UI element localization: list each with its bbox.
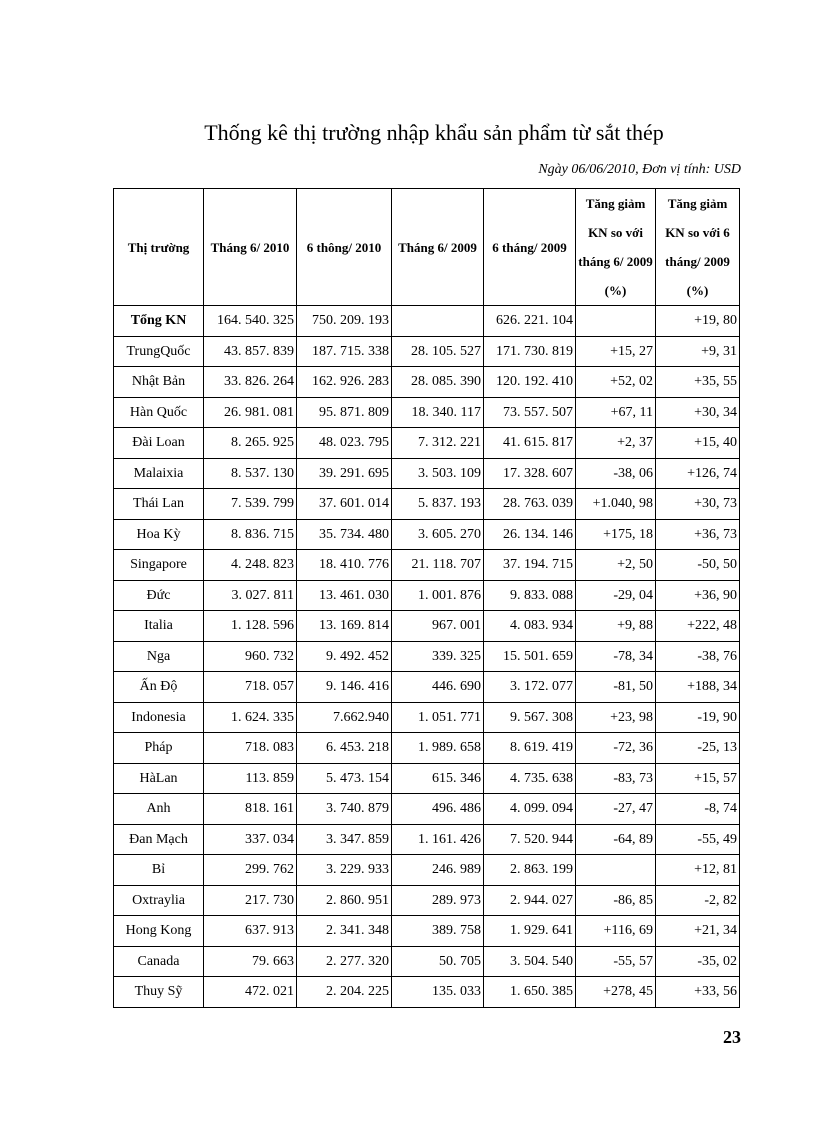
value-cell: 5. 473. 154 <box>297 763 392 794</box>
page-number: 23 <box>723 1027 741 1047</box>
value-cell: -35, 02 <box>656 946 740 977</box>
value-cell: 289. 973 <box>392 885 484 916</box>
value-cell: -72, 36 <box>576 733 656 764</box>
table-row <box>114 702 740 733</box>
value-cell: 162. 926. 283 <box>297 367 392 398</box>
value-cell: -38, 76 <box>656 641 740 672</box>
value-cell: -8, 74 <box>656 794 740 825</box>
value-cell: 4. 083. 934 <box>484 611 576 642</box>
value-cell: +9, 88 <box>576 611 656 642</box>
value-cell: +36, 73 <box>656 519 740 550</box>
column-header-month6-2009: Tháng 6/ 2009 <box>392 189 484 306</box>
value-cell: +222, 48 <box>656 611 740 642</box>
table-row <box>114 397 740 428</box>
market-name-cell: Thái Lan <box>114 489 204 520</box>
value-cell: 9. 146. 416 <box>297 672 392 703</box>
value-cell: 4. 248. 823 <box>204 550 297 581</box>
value-cell: 217. 730 <box>204 885 297 916</box>
value-cell: +52, 02 <box>576 367 656 398</box>
market-name-cell: HàLan <box>114 763 204 794</box>
table-row <box>114 519 740 550</box>
value-cell: 39. 291. 695 <box>297 458 392 489</box>
table-row <box>114 428 740 459</box>
value-cell <box>576 306 656 337</box>
value-cell: +2, 50 <box>576 550 656 581</box>
table-row <box>114 794 740 825</box>
value-cell: +12, 81 <box>656 855 740 886</box>
value-cell: 37. 194. 715 <box>484 550 576 581</box>
table-row <box>114 336 740 367</box>
table-row <box>114 611 740 642</box>
value-cell: -2, 82 <box>656 885 740 916</box>
table-row <box>114 946 740 977</box>
table-row <box>114 580 740 611</box>
value-cell: 28. 763. 039 <box>484 489 576 520</box>
value-cell: 9. 833. 088 <box>484 580 576 611</box>
value-cell: 3. 503. 109 <box>392 458 484 489</box>
value-cell: 1. 624. 335 <box>204 702 297 733</box>
value-cell: 750. 209. 193 <box>297 306 392 337</box>
value-cell: +35, 55 <box>656 367 740 398</box>
value-cell: 337. 034 <box>204 824 297 855</box>
value-cell: 8. 537. 130 <box>204 458 297 489</box>
value-cell: 3. 504. 540 <box>484 946 576 977</box>
table-total-row <box>114 306 740 337</box>
value-cell: 1. 929. 641 <box>484 916 576 947</box>
value-cell: 718. 057 <box>204 672 297 703</box>
value-cell: 41. 615. 817 <box>484 428 576 459</box>
value-cell: 35. 734. 480 <box>297 519 392 550</box>
value-cell <box>392 306 484 337</box>
value-cell: 26. 134. 146 <box>484 519 576 550</box>
value-cell: 246. 989 <box>392 855 484 886</box>
value-cell: 339. 325 <box>392 641 484 672</box>
value-cell: 28. 105. 527 <box>392 336 484 367</box>
value-cell: -29, 04 <box>576 580 656 611</box>
market-name-cell: Ấn Độ <box>114 672 204 703</box>
value-cell: 718. 083 <box>204 733 297 764</box>
table-row <box>114 763 740 794</box>
table-row <box>114 824 740 855</box>
value-cell: 43. 857. 839 <box>204 336 297 367</box>
value-cell: 7. 312. 221 <box>392 428 484 459</box>
value-cell: 299. 762 <box>204 855 297 886</box>
value-cell: -25, 13 <box>656 733 740 764</box>
value-cell: 48. 023. 795 <box>297 428 392 459</box>
value-cell: 79. 663 <box>204 946 297 977</box>
table-row <box>114 885 740 916</box>
market-name-cell: Tổng KN <box>114 306 204 337</box>
value-cell: +33, 56 <box>656 977 740 1008</box>
value-cell: 2. 860. 951 <box>297 885 392 916</box>
value-cell: 626. 221. 104 <box>484 306 576 337</box>
table-header-row <box>114 189 740 306</box>
market-name-cell: Hong Kong <box>114 916 204 947</box>
market-name-cell: Italia <box>114 611 204 642</box>
market-name-cell: Canada <box>114 946 204 977</box>
value-cell: 18. 410. 776 <box>297 550 392 581</box>
import-market-table <box>113 188 740 1008</box>
column-header-change-month6: Tăng giảm KN so với tháng 6/ 2009 (%) <box>576 189 656 306</box>
value-cell: -55, 57 <box>576 946 656 977</box>
table-row <box>114 489 740 520</box>
value-cell: -19, 90 <box>656 702 740 733</box>
value-cell: 37. 601. 014 <box>297 489 392 520</box>
value-cell: 6. 453. 218 <box>297 733 392 764</box>
market-name-cell: Pháp <box>114 733 204 764</box>
table-row <box>114 641 740 672</box>
column-header-change-6months: Tăng giảm KN so với 6 tháng/ 2009 (%) <box>656 189 740 306</box>
value-cell: 2. 863. 199 <box>484 855 576 886</box>
value-cell: 2. 204. 225 <box>297 977 392 1008</box>
value-cell: 187. 715. 338 <box>297 336 392 367</box>
column-header-6months-2010: 6 thông/ 2010 <box>297 189 392 306</box>
value-cell: -50, 50 <box>656 550 740 581</box>
market-name-cell: Anh <box>114 794 204 825</box>
table-row <box>114 458 740 489</box>
market-name-cell: Nga <box>114 641 204 672</box>
value-cell: 967. 001 <box>392 611 484 642</box>
value-cell: 389. 758 <box>392 916 484 947</box>
value-cell: 2. 277. 320 <box>297 946 392 977</box>
value-cell: 8. 836. 715 <box>204 519 297 550</box>
value-cell: +19, 80 <box>656 306 740 337</box>
value-cell: 3. 605. 270 <box>392 519 484 550</box>
value-cell: +30, 34 <box>656 397 740 428</box>
value-cell: 28. 085. 390 <box>392 367 484 398</box>
value-cell: 960. 732 <box>204 641 297 672</box>
value-cell: +9, 31 <box>656 336 740 367</box>
value-cell: 8. 265. 925 <box>204 428 297 459</box>
value-cell: +15, 40 <box>656 428 740 459</box>
value-cell: 3. 172. 077 <box>484 672 576 703</box>
value-cell: 5. 837. 193 <box>392 489 484 520</box>
date-unit-note: Ngày 06/06/2010, Đơn vị tính: USD <box>538 162 741 177</box>
value-cell: +21, 34 <box>656 916 740 947</box>
value-cell: -86, 85 <box>576 885 656 916</box>
value-cell: 113. 859 <box>204 763 297 794</box>
market-name-cell: Đức <box>114 580 204 611</box>
table-row <box>114 367 740 398</box>
value-cell: 17. 328. 607 <box>484 458 576 489</box>
value-cell: 3. 027. 811 <box>204 580 297 611</box>
value-cell: +278, 45 <box>576 977 656 1008</box>
value-cell: -83, 73 <box>576 763 656 794</box>
value-cell: 3. 740. 879 <box>297 794 392 825</box>
value-cell: 1. 001. 876 <box>392 580 484 611</box>
value-cell: 33. 826. 264 <box>204 367 297 398</box>
value-cell: 4. 735. 638 <box>484 763 576 794</box>
value-cell: 818. 161 <box>204 794 297 825</box>
value-cell: 26. 981. 081 <box>204 397 297 428</box>
value-cell: 135. 033 <box>392 977 484 1008</box>
market-name-cell: Bỉ <box>114 855 204 886</box>
value-cell: 50. 705 <box>392 946 484 977</box>
market-name-cell: Malaixia <box>114 458 204 489</box>
value-cell: +2, 37 <box>576 428 656 459</box>
table-row <box>114 672 740 703</box>
value-cell: 8. 619. 419 <box>484 733 576 764</box>
value-cell: 7. 539. 799 <box>204 489 297 520</box>
value-cell: +1.040, 98 <box>576 489 656 520</box>
value-cell: 472. 021 <box>204 977 297 1008</box>
value-cell: 7.662.940 <box>297 702 392 733</box>
value-cell: 73. 557. 507 <box>484 397 576 428</box>
market-name-cell: Đan Mạch <box>114 824 204 855</box>
table-row <box>114 855 740 886</box>
value-cell: +36, 90 <box>656 580 740 611</box>
value-cell: 615. 346 <box>392 763 484 794</box>
value-cell: 2. 341. 348 <box>297 916 392 947</box>
market-name-cell: Oxtraylia <box>114 885 204 916</box>
table-row <box>114 977 740 1008</box>
market-name-cell: Thuy Sỹ <box>114 977 204 1008</box>
value-cell: 3. 347. 859 <box>297 824 392 855</box>
value-cell: +175, 18 <box>576 519 656 550</box>
market-name-cell: Đài Loan <box>114 428 204 459</box>
value-cell: +188, 34 <box>656 672 740 703</box>
table-row <box>114 550 740 581</box>
value-cell: 9. 492. 452 <box>297 641 392 672</box>
value-cell: 7. 520. 944 <box>484 824 576 855</box>
value-cell: +30, 73 <box>656 489 740 520</box>
column-header-month6-2010: Tháng 6/ 2010 <box>204 189 297 306</box>
value-cell: 496. 486 <box>392 794 484 825</box>
value-cell: 13. 169. 814 <box>297 611 392 642</box>
value-cell: 637. 913 <box>204 916 297 947</box>
value-cell: -81, 50 <box>576 672 656 703</box>
column-header-market: Thị trường <box>114 189 204 306</box>
value-cell: 446. 690 <box>392 672 484 703</box>
table-row <box>114 916 740 947</box>
value-cell: -64, 89 <box>576 824 656 855</box>
value-cell: 9. 567. 308 <box>484 702 576 733</box>
value-cell: -38, 06 <box>576 458 656 489</box>
value-cell: +116, 69 <box>576 916 656 947</box>
table-row <box>114 733 740 764</box>
value-cell: 4. 099. 094 <box>484 794 576 825</box>
column-header-6months-2009: 6 tháng/ 2009 <box>484 189 576 306</box>
value-cell: 13. 461. 030 <box>297 580 392 611</box>
value-cell: +67, 11 <box>576 397 656 428</box>
value-cell: -27, 47 <box>576 794 656 825</box>
value-cell: -78, 34 <box>576 641 656 672</box>
value-cell: 3. 229. 933 <box>297 855 392 886</box>
value-cell: 21. 118. 707 <box>392 550 484 581</box>
market-name-cell: Singapore <box>114 550 204 581</box>
market-name-cell: TrungQuốc <box>114 336 204 367</box>
market-name-cell: Hàn Quốc <box>114 397 204 428</box>
value-cell: 18. 340. 117 <box>392 397 484 428</box>
value-cell: 95. 871. 809 <box>297 397 392 428</box>
market-name-cell: Nhật Bản <box>114 367 204 398</box>
value-cell: +15, 27 <box>576 336 656 367</box>
value-cell: 1. 128. 596 <box>204 611 297 642</box>
value-cell: 120. 192. 410 <box>484 367 576 398</box>
value-cell: -55, 49 <box>656 824 740 855</box>
value-cell: 15. 501. 659 <box>484 641 576 672</box>
value-cell: +126, 74 <box>656 458 740 489</box>
page-title: Thống kê thị trường nhập khẩu sản phẩm từ sắt thép <box>204 120 664 145</box>
market-name-cell: Indonesia <box>114 702 204 733</box>
value-cell: 164. 540. 325 <box>204 306 297 337</box>
value-cell: 2. 944. 027 <box>484 885 576 916</box>
value-cell: 1. 650. 385 <box>484 977 576 1008</box>
market-name-cell: Hoa Kỳ <box>114 519 204 550</box>
value-cell: +15, 57 <box>656 763 740 794</box>
value-cell: +23, 98 <box>576 702 656 733</box>
value-cell: 1. 989. 658 <box>392 733 484 764</box>
value-cell: 171. 730. 819 <box>484 336 576 367</box>
value-cell: 1. 161. 426 <box>392 824 484 855</box>
value-cell: 1. 051. 771 <box>392 702 484 733</box>
value-cell <box>576 855 656 886</box>
